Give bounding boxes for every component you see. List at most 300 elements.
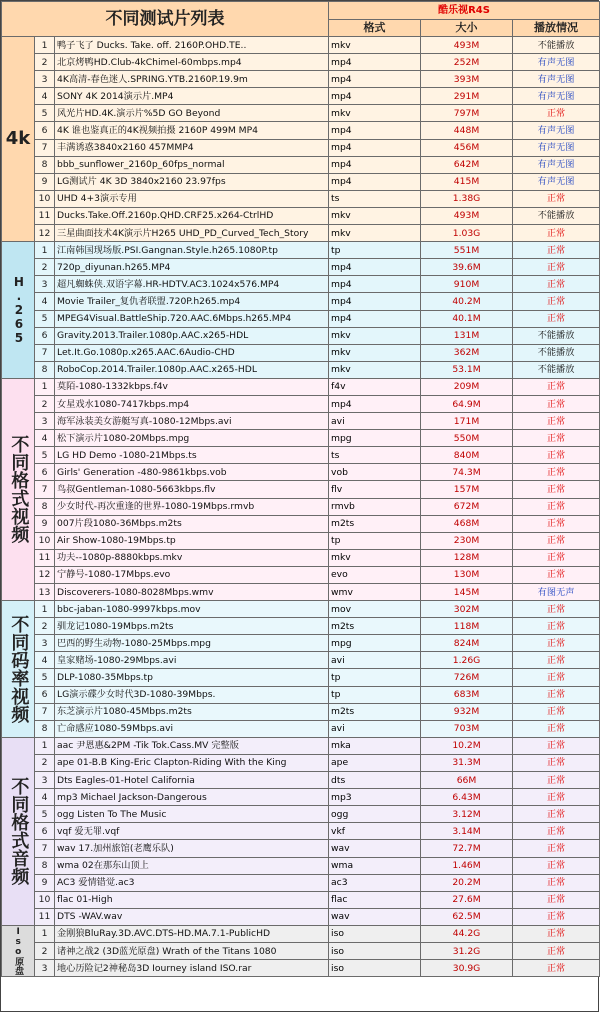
play-status: 正常 (513, 447, 600, 464)
file-name: Movie Trailer_复仇者联盟.720P.h265.mp4 (55, 293, 329, 310)
table-row (2, 430, 600, 447)
file-size: 493M (421, 207, 513, 224)
row-number: 2 (35, 54, 55, 71)
file-size: 3.12M (421, 806, 513, 823)
file-size: 683M (421, 686, 513, 703)
file-name: LG HD Demo -1080-21Mbps.ts (55, 447, 329, 464)
table-row (2, 173, 600, 190)
row-number: 12 (35, 566, 55, 583)
file-size: 1.03G (421, 225, 513, 242)
play-status: 正常 (513, 669, 600, 686)
file-size: 130M (421, 566, 513, 583)
play-status: 正常 (513, 618, 600, 635)
row-number: 5 (35, 669, 55, 686)
row-number: 6 (35, 686, 55, 703)
row-number: 6 (35, 122, 55, 139)
file-size: 145M (421, 584, 513, 601)
table-row (2, 515, 600, 532)
file-format: tp (329, 532, 421, 549)
play-status: 正常 (513, 891, 600, 908)
group-label-h265 (2, 242, 35, 379)
play-status: 正常 (513, 823, 600, 840)
file-name: 宁静号-1080-17Mbps.evo (55, 566, 329, 583)
file-size: 551M (421, 242, 513, 259)
table-row (2, 618, 600, 635)
file-format: mp4 (329, 173, 421, 190)
play-status: 正常 (513, 925, 600, 942)
row-number: 1 (35, 242, 55, 259)
row-number: 8 (35, 720, 55, 737)
file-format: mp4 (329, 88, 421, 105)
file-format: mpg (329, 430, 421, 447)
row-number: 1 (35, 925, 55, 942)
file-format: mkv (329, 361, 421, 378)
play-status: 不能播放 (513, 207, 600, 224)
row-number: 4 (35, 652, 55, 669)
table-row (2, 139, 600, 156)
table-row (2, 481, 600, 498)
file-name: 北京烤鸭HD.Club-4kChimel-60mbps.mp4 (55, 54, 329, 71)
row-number: 2 (35, 942, 55, 959)
file-size: 44.2G (421, 925, 513, 942)
play-status: 正常 (513, 378, 600, 395)
play-status: 有声无图 (513, 156, 600, 173)
file-format: wav (329, 840, 421, 857)
row-number: 7 (35, 481, 55, 498)
file-size: 448M (421, 122, 513, 139)
table-row (2, 156, 600, 173)
file-format: mp4 (329, 276, 421, 293)
table-row (2, 327, 600, 344)
file-format: mkv (329, 37, 421, 54)
play-status: 正常 (513, 737, 600, 754)
file-format: mp4 (329, 139, 421, 156)
table-row (2, 925, 600, 942)
row-number: 9 (35, 173, 55, 190)
file-format: vkf (329, 823, 421, 840)
table-row (2, 225, 600, 242)
play-status: 正常 (513, 635, 600, 652)
play-status: 正常 (513, 806, 600, 823)
file-size: 66M (421, 772, 513, 789)
file-size: 30.9G (421, 960, 513, 977)
file-size: 40.1M (421, 310, 513, 327)
table-row (2, 806, 600, 823)
file-name: 地心历险记2神秘岛3D Iourney island ISO.rar (55, 960, 329, 977)
play-status: 正常 (513, 549, 600, 566)
row-number: 1 (35, 378, 55, 395)
row-number: 1 (35, 37, 55, 54)
row-number: 4 (35, 430, 55, 447)
file-name: 三星曲面技术4K演示片H265 UHD_PD_Curved_Tech_Story (55, 225, 329, 242)
file-name: wav 17.加州旅馆(老鹰乐队) (55, 840, 329, 857)
file-name: Dts Eagles-01-Hotel California (55, 772, 329, 789)
file-format: ts (329, 447, 421, 464)
row-number: 7 (35, 139, 55, 156)
file-size: 672M (421, 498, 513, 515)
play-status: 有图无声 (513, 584, 600, 601)
play-status: 正常 (513, 105, 600, 122)
row-number: 3 (35, 71, 55, 88)
file-name: mp3 Michael Jackson-Dangerous (55, 789, 329, 806)
file-size: 493M (421, 37, 513, 54)
play-status: 不能播放 (513, 344, 600, 361)
file-size: 468M (421, 515, 513, 532)
format-column-header: 格式 (329, 19, 421, 37)
row-number: 3 (35, 960, 55, 977)
play-status: 正常 (513, 276, 600, 293)
file-format: mp4 (329, 156, 421, 173)
file-name: 007片段1080-36Mbps.m2ts (55, 515, 329, 532)
file-format: m2ts (329, 703, 421, 720)
file-format: mkv (329, 327, 421, 344)
file-name: 超凡蜘蛛侠.双语字幕.HR-HDTV.AC3.1024x576.MP4 (55, 276, 329, 293)
row-number: 1 (35, 737, 55, 754)
table-row (2, 293, 600, 310)
group-label-rate (2, 601, 35, 738)
file-size: 209M (421, 378, 513, 395)
file-format: ogg (329, 806, 421, 823)
file-format: tp (329, 686, 421, 703)
file-name: 鸟叔Gentleman-1080-5663kbps.flv (55, 481, 329, 498)
file-name: 720p_diyunan.h265.MP4 (55, 259, 329, 276)
table-row (2, 310, 600, 327)
play-status: 不能播放 (513, 361, 600, 378)
row-number: 12 (35, 225, 55, 242)
file-size: 252M (421, 54, 513, 71)
row-number: 6 (35, 327, 55, 344)
play-status: 有声无图 (513, 139, 600, 156)
file-format: flv (329, 481, 421, 498)
file-name: 功夫--1080p-8880kbps.mkv (55, 549, 329, 566)
table-row (2, 464, 600, 481)
table-row (2, 37, 600, 54)
play-status: 有声无图 (513, 88, 600, 105)
file-format: avi (329, 720, 421, 737)
row-number: 11 (35, 908, 55, 925)
file-size: 302M (421, 601, 513, 618)
file-format: vob (329, 464, 421, 481)
file-format: mkv (329, 344, 421, 361)
file-format: avi (329, 413, 421, 430)
file-name: 诸神之战2 (3D蓝光原盘) Wrath of the Titans 1080 (55, 942, 329, 959)
play-status: 正常 (513, 960, 600, 977)
group-label-aud (2, 737, 35, 925)
table-row (2, 720, 600, 737)
row-number: 10 (35, 891, 55, 908)
group-label-4k (2, 37, 35, 242)
row-number: 2 (35, 754, 55, 771)
file-format: avi (329, 652, 421, 669)
play-status: 正常 (513, 720, 600, 737)
file-size: 910M (421, 276, 513, 293)
table-row (2, 447, 600, 464)
file-name: 东芝演示片1080-45Mbps.m2ts (55, 703, 329, 720)
play-status: 有声无图 (513, 54, 600, 71)
file-format: mkv (329, 225, 421, 242)
play-status: 正常 (513, 464, 600, 481)
row-number: 4 (35, 293, 55, 310)
group-label-text: 不同格式音频 (8, 777, 30, 886)
file-format: flac (329, 891, 421, 908)
file-name: ape 01-B.B King-Eric Clapton-Riding With the King (55, 754, 329, 771)
file-size: 230M (421, 532, 513, 549)
file-format: mov (329, 601, 421, 618)
file-size: 31.3M (421, 754, 513, 771)
file-name: ogg Listen To The Music (55, 806, 329, 823)
file-format: tp (329, 669, 421, 686)
table-body (2, 37, 600, 977)
play-status: 正常 (513, 908, 600, 925)
file-name: Ducks.Take.Off.2160p.QHD.CRF25.x264-CtrlHD (55, 207, 329, 224)
row-number: 5 (35, 310, 55, 327)
play-status: 正常 (513, 225, 600, 242)
file-format: ts (329, 190, 421, 207)
table-row (2, 122, 600, 139)
file-name: SONY 4K 2014演示片.MP4 (55, 88, 329, 105)
table-row (2, 549, 600, 566)
status-column-header: 播放情况 (513, 19, 600, 37)
file-name: DLP-1080-35Mbps.tp (55, 669, 329, 686)
table-row (2, 942, 600, 959)
row-number: 2 (35, 618, 55, 635)
file-format: mp4 (329, 395, 421, 412)
file-size: 840M (421, 447, 513, 464)
table-row (2, 361, 600, 378)
row-number: 10 (35, 532, 55, 549)
file-size: 550M (421, 430, 513, 447)
play-status: 正常 (513, 566, 600, 583)
file-name: LG演示碟少女时代3D-1080-39Mbps. (55, 686, 329, 703)
play-status: 正常 (513, 293, 600, 310)
play-status: 正常 (513, 190, 600, 207)
file-name: MPEG4Visual.BattleShip.720.AAC.6Mbps.h265.MP4 (55, 310, 329, 327)
file-format: mp3 (329, 789, 421, 806)
row-number: 6 (35, 464, 55, 481)
file-format: mp4 (329, 54, 421, 71)
file-format: ape (329, 754, 421, 771)
group-label-text: H.265 (11, 275, 26, 345)
table-row (2, 686, 600, 703)
play-status: 正常 (513, 772, 600, 789)
file-name: flac 01-High (55, 891, 329, 908)
file-name: 4K 谁也鉴真正的4K视频拍摄 2160P 499M MP4 (55, 122, 329, 139)
play-status: 有声无图 (513, 173, 600, 190)
file-name: bbb_sunflower_2160p_60fps_normal (55, 156, 329, 173)
row-number: 10 (35, 190, 55, 207)
table-row (2, 105, 600, 122)
row-number: 5 (35, 447, 55, 464)
file-size: 53.1M (421, 361, 513, 378)
row-number: 3 (35, 772, 55, 789)
file-name: vqf 爱无罪.vqf (55, 823, 329, 840)
file-name: 亡命感应1080-59Mbps.avi (55, 720, 329, 737)
row-number: 7 (35, 840, 55, 857)
file-size: 642M (421, 156, 513, 173)
file-name: LG测试片 4K 3D 3840x2160 23.97fps (55, 173, 329, 190)
play-status: 正常 (513, 310, 600, 327)
file-name: UHD 4+3演示专用 (55, 190, 329, 207)
play-status: 正常 (513, 395, 600, 412)
play-status: 有声无图 (513, 71, 600, 88)
file-name: 风光片HD.4K.演示片%5D GO Beyond (55, 105, 329, 122)
play-status: 正常 (513, 430, 600, 447)
play-status: 正常 (513, 840, 600, 857)
size-column-header: 大小 (421, 19, 513, 37)
group-label-fmt (2, 378, 35, 600)
row-number: 2 (35, 395, 55, 412)
file-format: mp4 (329, 259, 421, 276)
table-row (2, 71, 600, 88)
file-format: mka (329, 737, 421, 754)
file-format: mp4 (329, 71, 421, 88)
file-size: 291M (421, 88, 513, 105)
file-size: 27.6M (421, 891, 513, 908)
row-number: 7 (35, 703, 55, 720)
table-row (2, 840, 600, 857)
play-status: 正常 (513, 242, 600, 259)
file-size: 64.9M (421, 395, 513, 412)
table-row (2, 566, 600, 583)
file-format: evo (329, 566, 421, 583)
play-status: 有声无图 (513, 122, 600, 139)
table-row (2, 891, 600, 908)
file-name: Gravity.2013.Trailer.1080p.AAC.x265-HDL (55, 327, 329, 344)
table-row (2, 857, 600, 874)
row-number: 8 (35, 361, 55, 378)
file-format: mkv (329, 549, 421, 566)
file-size: 726M (421, 669, 513, 686)
row-number: 1 (35, 601, 55, 618)
file-name: DTS -WAV.wav (55, 908, 329, 925)
table-row (2, 908, 600, 925)
file-name: wma 02在那东山顶上 (55, 857, 329, 874)
group-label-text: Iso原盘 (13, 927, 24, 976)
table-row (2, 652, 600, 669)
table-row (2, 190, 600, 207)
table-row (2, 772, 600, 789)
group-label-iso (2, 925, 35, 976)
table-row (2, 88, 600, 105)
table-row (2, 960, 600, 977)
file-format: wmv (329, 584, 421, 601)
file-size: 393M (421, 71, 513, 88)
file-name: RoboCop.2014.Trailer.1080p.AAC.x265-HDL (55, 361, 329, 378)
file-size: 39.6M (421, 259, 513, 276)
row-number: 3 (35, 413, 55, 430)
play-status: 正常 (513, 532, 600, 549)
play-status: 正常 (513, 259, 600, 276)
row-number: 8 (35, 498, 55, 515)
table-row (2, 737, 600, 754)
file-name: 鸭子飞了 Ducks. Take. off. 2160P.OHD.TE.. (55, 37, 329, 54)
row-number: 11 (35, 549, 55, 566)
table-row (2, 54, 600, 71)
file-format: m2ts (329, 618, 421, 635)
file-name: 金刚狼BluRay.3D.AVC.DTS-HD.MA.7.1-PublicHD (55, 925, 329, 942)
brand-label: 酷乐视R4S (329, 2, 600, 20)
row-number: 2 (35, 259, 55, 276)
file-format: rmvb (329, 498, 421, 515)
table-row (2, 242, 600, 259)
table-row (2, 259, 600, 276)
file-format: wav (329, 908, 421, 925)
file-format: mp4 (329, 293, 421, 310)
table-row (2, 823, 600, 840)
play-status: 正常 (513, 874, 600, 891)
play-status: 正常 (513, 789, 600, 806)
table-row (2, 669, 600, 686)
row-number: 8 (35, 156, 55, 173)
file-size: 703M (421, 720, 513, 737)
file-name: 莫陌-1080-1332kbps.f4v (55, 378, 329, 395)
table-row (2, 703, 600, 720)
file-size: 10.2M (421, 737, 513, 754)
play-status: 正常 (513, 703, 600, 720)
play-status: 正常 (513, 481, 600, 498)
file-size: 131M (421, 327, 513, 344)
table-row (2, 635, 600, 652)
file-name: 女星戏水1080-7417kbps.mp4 (55, 395, 329, 412)
file-name: 驯龙记1080-19Mbps.m2ts (55, 618, 329, 635)
table-row (2, 601, 600, 618)
play-status: 不能播放 (513, 37, 600, 54)
file-format: iso (329, 925, 421, 942)
row-number: 11 (35, 207, 55, 224)
file-size: 932M (421, 703, 513, 720)
file-size: 362M (421, 344, 513, 361)
row-number: 9 (35, 874, 55, 891)
file-size: 171M (421, 413, 513, 430)
file-name: 巴西的野生动物-1080-25Mbps.mpg (55, 635, 329, 652)
row-number: 6 (35, 823, 55, 840)
row-number: 5 (35, 806, 55, 823)
file-size: 456M (421, 139, 513, 156)
row-number: 7 (35, 344, 55, 361)
file-name: AC3 爱情错觉.ac3 (55, 874, 329, 891)
file-size: 62.5M (421, 908, 513, 925)
table-row (2, 532, 600, 549)
file-size: 3.14M (421, 823, 513, 840)
file-size: 415M (421, 173, 513, 190)
file-size: 128M (421, 549, 513, 566)
row-number: 13 (35, 584, 55, 601)
table-row (2, 395, 600, 412)
play-status: 正常 (513, 601, 600, 618)
file-size: 1.26G (421, 652, 513, 669)
row-number: 9 (35, 515, 55, 532)
group-label-text: 4k (5, 127, 31, 149)
file-format: mp4 (329, 122, 421, 139)
play-status: 正常 (513, 413, 600, 430)
table-row (2, 789, 600, 806)
play-status: 正常 (513, 754, 600, 771)
play-status: 正常 (513, 857, 600, 874)
table-row (2, 584, 600, 601)
file-size: 1.38G (421, 190, 513, 207)
file-size: 797M (421, 105, 513, 122)
file-format: tp (329, 242, 421, 259)
file-name: 海军泳装美女游艇写真-1080-12Mbps.avi (55, 413, 329, 430)
file-name: 松下演示片1080-20Mbps.mpg (55, 430, 329, 447)
file-size: 824M (421, 635, 513, 652)
table-row (2, 754, 600, 771)
row-number: 8 (35, 857, 55, 874)
row-number: 3 (35, 276, 55, 293)
file-format: iso (329, 942, 421, 959)
row-number: 4 (35, 789, 55, 806)
file-name: 丰满诱惑3840x2160 457MMP4 (55, 139, 329, 156)
